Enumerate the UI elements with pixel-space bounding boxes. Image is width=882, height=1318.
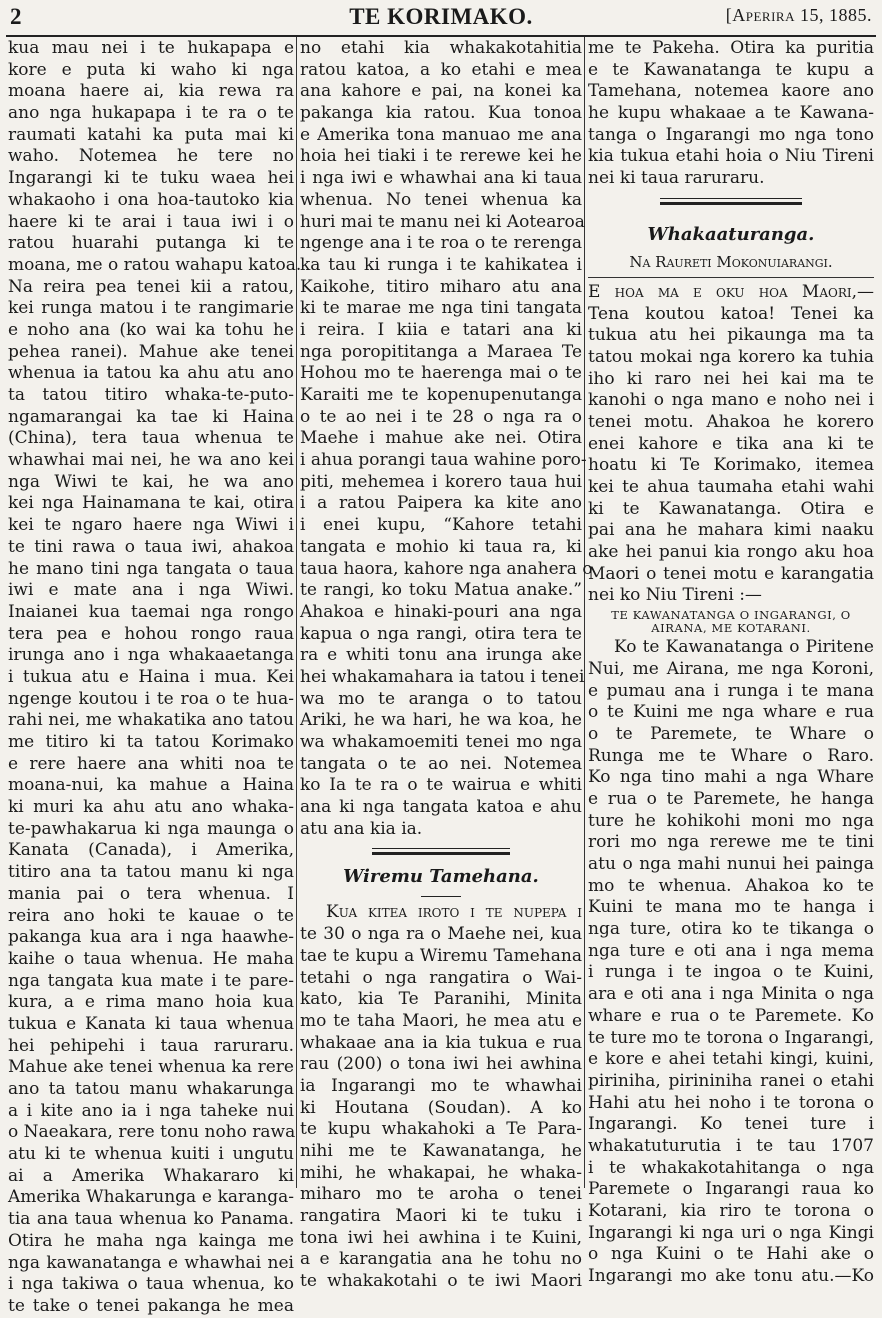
article-text	[588, 38, 874, 190]
text-line: nga poropititanga a Maraea Te	[300, 341, 582, 362]
text-line: he kupu whakaae a te Kawana-	[588, 103, 874, 124]
header-rule	[6, 35, 876, 37]
text-line: kia tukua etahi hoia o Niu Tireni	[588, 146, 874, 167]
text-line: he mano tini nga tangata o taua	[8, 558, 294, 579]
text-line: Kua kitea iroto i te nupepa i	[326, 902, 582, 923]
text-line: pehea ranei). Mahue ake tenei	[8, 341, 294, 362]
text-line: moana haere ai, kia rewa ra	[8, 81, 294, 102]
text-line: me titiro ki ta tatou Korimako	[8, 732, 294, 752]
text-line: E hoa ma e oku hoa Maori,—	[588, 281, 874, 302]
text-line: ki te marae me nga tini tangata	[300, 298, 582, 319]
article-heading: Whakaaturanga.	[647, 223, 815, 245]
text-line: tetahi o nga rangatira o Wai-	[300, 967, 582, 988]
text-line: atu o nga mahi nunui hei painga	[588, 854, 874, 874]
text-line: hoia hei tiaki i te rerewe kei he	[300, 146, 582, 167]
text-line: o Naeakara, rere tonu noho rawa	[8, 1122, 296, 1143]
text-line: te ture mo te torona o Ingarangi,	[588, 1027, 874, 1048]
text-line: Ko te Kawanatanga o Piritene	[614, 637, 874, 658]
text-line: iwi e mate ana i nga Wiwi.	[8, 580, 294, 601]
text-line: e pumau ana i runga i te mana	[588, 680, 874, 701]
text-line: Karaiti me te kopenupenutanga	[300, 385, 582, 405]
text-line: Ariki, he wa hari, he wa koa, he	[300, 710, 582, 731]
text-line: e noho ana (ko wai ka tohu he	[8, 319, 294, 340]
text-line: i runga i te ingoa o te Kuini,	[588, 962, 874, 983]
masthead-title: TE KORIMAKO.	[349, 4, 533, 29]
text-line: whakaae ana ia kia tukua e rua	[300, 1032, 582, 1053]
text-line: kei te ahua taumaha etahi wahi	[588, 477, 874, 497]
text-line: whenua. No tenei whenua ka	[300, 189, 582, 210]
article-text	[300, 902, 582, 1292]
column-divider	[296, 37, 297, 1188]
text-line: haere ki te arai i taua iwi i o	[8, 211, 294, 232]
text-line: Tena koutou katoa! Tenei ka	[588, 303, 874, 324]
text-line: o te Kuini me nga whare e rua	[588, 702, 874, 723]
text-line: i tukua atu e Haina i mua. Kei	[8, 666, 294, 687]
text-line: Mahue ake tenei whenua ka rere	[8, 1057, 294, 1078]
text-line: tangata e mohio ki taua ra, ki	[300, 536, 582, 557]
text-line: Na reira pea tenei kii a ratou,	[8, 276, 294, 297]
text-line: piriniha, pirininiha ranei o etahi	[588, 1070, 874, 1091]
text-line: Maehe i mahue ake nei. Otira	[300, 428, 582, 449]
text-line: atu ki te whenua kuiti i ungutu	[8, 1144, 294, 1165]
text-line: Kuini te mana mo te hanga i	[588, 897, 874, 918]
text-line: i te whakakotahitanga o nga	[588, 1157, 874, 1178]
subheading-line: TE KAWANATANGA O INGARANGI, O	[611, 608, 851, 623]
text-line: o te Paremete, te Whare o	[588, 723, 874, 744]
text-line: kore e puta ki waho ki nga	[8, 59, 294, 80]
text-line: nei ko Niu Tireni :—	[588, 585, 762, 606]
text-line: tenei motu. Ahakoa he korero	[588, 411, 874, 432]
text-line: e rua o te Paremete, he hanga	[588, 788, 874, 809]
text-line: whenua ia tatou ka ahu atu ano	[8, 363, 294, 384]
byline: Na Raureti Mokonuiarangi.	[629, 252, 833, 271]
text-line: nga ture, otira ko te tikanga o	[588, 919, 874, 940]
text-line: Otira he maha nga kainga me	[8, 1230, 294, 1251]
text-line: ano ta tatou manu whakarunga	[8, 1079, 294, 1099]
text-line: moana-nui, ka mahue a Haina	[8, 775, 294, 796]
article-text	[300, 38, 593, 840]
text-line: Ingarangi ki te tuku waea hei	[8, 168, 294, 189]
text-line: miharo mo te aroha o tenei	[300, 1184, 582, 1205]
text-line: pai ana he mahara kimi naaku	[588, 520, 874, 541]
text-line: no etahi kia whakakotahitia	[300, 38, 582, 58]
text-line: i enei kupu, “Kahore tetahi	[300, 515, 582, 536]
text-line: enei kahore e tika ana ki te	[588, 433, 874, 454]
column-2	[300, 38, 593, 1292]
text-line: reira ano hoki te kauae o te	[8, 905, 294, 926]
article-text	[588, 637, 874, 1288]
text-line: kapua o nga rangi, otira tera te	[300, 623, 582, 644]
text-line: kato, kia Te Paranihi, Minita	[300, 989, 582, 1010]
text-line: Tamehana, notemea kaore ano	[588, 81, 874, 102]
text-line: mania pai o tera whenua. I	[8, 883, 294, 904]
text-line: Kotarani, kia riro te torona o	[588, 1201, 874, 1221]
page-number: 2	[10, 4, 22, 29]
text-line: huri mai te manu nei ki Aotearoa	[300, 211, 585, 232]
text-line: Amerika Whakarunga e karanga-	[8, 1187, 294, 1208]
text-line: irunga ano i nga whakaaetanga	[8, 645, 294, 666]
text-line: hei pehipehi i taua raruraru.	[8, 1035, 294, 1056]
text-line: ki Houtana (Soudan). A ko	[300, 1097, 582, 1118]
text-line: hei whakamahara ia tatou i tenei	[300, 666, 585, 687]
text-line: kei runga matou i te rangimarie	[8, 298, 294, 319]
text-line: e Amerika tona manuao me ana	[300, 124, 582, 145]
text-line: i reira. I kiia e tatari ana ki	[300, 319, 582, 340]
text-line: ki te Kawanatanga. Otira e	[588, 498, 874, 519]
text-line: Hahi atu hei noho i te torona o	[588, 1092, 874, 1113]
text-line: te whakakotahi o te iwi Maori	[300, 1271, 582, 1292]
text-line: kei nga Hainamana te kai, otira	[8, 493, 294, 514]
text-line: tukua atu hei pikaunga ma ta	[588, 325, 874, 346]
text-line: pakanga kua ara i nga haawhe-	[8, 927, 294, 948]
text-line: tatou mokai nga korero ka tuhia	[588, 346, 874, 367]
text-line: ake hei panui kia rongo aku hoa	[588, 542, 874, 563]
text-line: o nga Kuini o te Hahi ake o	[588, 1244, 874, 1265]
text-line: ara e oti ana i nga Minita o nga	[588, 984, 874, 1005]
text-line: Kaikohe, titiro miharo atu ana	[300, 276, 582, 297]
article-heading: Wiremu Tamehana.	[343, 866, 539, 888]
heading-rule	[300, 892, 582, 902]
text-line: te rangi, ko toku Matua anake.”	[300, 580, 582, 601]
text-line: ngenge koutou i te roa o te hua-	[8, 688, 294, 709]
text-line: ratou huarahi putanga ki te	[8, 233, 294, 254]
text-line: i nga iwi e whawhai ana ki taua	[300, 168, 582, 189]
section-divider	[588, 190, 874, 220]
text-line: iho ki raro nei hei kai ma te	[588, 368, 874, 389]
text-line: tangata o te ao nei. Notemea	[300, 753, 582, 774]
text-line: whakaoho i ona hoa-tautoko kia	[8, 189, 294, 210]
text-line: kei te ngaro haere nga Wiwi i	[8, 515, 294, 536]
column-3	[588, 38, 874, 1287]
text-line: Maori o tenei motu e karangatia	[588, 563, 874, 584]
text-line: i ahua porangi taua wahine poro-	[300, 450, 587, 471]
text-line: ai a Amerika Whakararo ki	[8, 1165, 294, 1186]
text-line: ra e whiti tonu ana irunga ake	[300, 645, 582, 666]
text-line: me te Pakeha. Otira ka puritia	[588, 38, 874, 58]
byline-rule	[588, 274, 874, 282]
text-line: nga ture e oti ana i nga mema	[588, 940, 874, 961]
text-line: whawhai mai nei, he wa ano kei	[8, 450, 294, 471]
text-line: rahi nei, me whakatika ano tatou	[8, 710, 294, 731]
text-line: (China), tera taua whenua te	[8, 428, 294, 449]
text-line: ana ki nga tangata katoa e ahu	[300, 797, 582, 818]
text-line: kanohi o nga mano e noho nei i	[588, 390, 874, 411]
text-line: wa whakamoemiti tenei mo nga	[300, 732, 582, 752]
text-line: Ingarangi mo ake tonu atu.—Ko	[588, 1266, 874, 1287]
text-line: tanga o Ingarangi mo nga tono	[588, 124, 874, 145]
text-line: e rere haere ana whiti noa te	[8, 753, 294, 774]
text-line: tia ana taua whenua ko Panama.	[8, 1209, 294, 1230]
text-line: te take o tenei pakanga he mea	[8, 1295, 294, 1316]
text-line: tukua e Kanata ki taua whenua	[8, 1013, 294, 1034]
text-line: Paremete o Ingarangi raua ko	[588, 1179, 874, 1200]
text-line: ia Ingarangi mo te whawhai	[300, 1075, 582, 1096]
text-line: raumati katahi ka puta mai ki	[8, 124, 294, 145]
text-line: ta tatou titiro whaka-te-puto-	[8, 385, 294, 405]
column-divider	[584, 37, 585, 1188]
text-line: Kanata (Canada), i Amerika,	[8, 840, 294, 861]
section-subheading	[588, 607, 874, 637]
text-line: ki muri ka ahu atu ano whaka-	[8, 797, 294, 818]
text-line: kura, a e rima mano hoia kua	[8, 992, 294, 1013]
text-line: ture he kohikohi moni mo nga	[588, 810, 874, 831]
text-line: Ko nga tino mahi a nga Whare	[588, 767, 874, 788]
text-line: Ingarangi. Ko tenei ture i	[588, 1114, 874, 1135]
text-line: te 30 o nga ra o Maehe nei, kua	[300, 924, 582, 945]
text-line: wa mo te aranga o to tatou	[300, 688, 582, 709]
text-line: ko Ia te ra o te wairua e whiti	[300, 775, 582, 796]
text-line: kaihe o taua whenua. He maha	[8, 948, 294, 969]
text-line: ngamarangai ka tae ki Haina	[8, 406, 294, 427]
text-line: Ahakoa e hinaki-pouri ana nga	[300, 601, 582, 622]
text-line: Nui, me Airana, me nga Koroni,	[588, 658, 874, 679]
text-line: i a ratou Paipera ka kite ano	[300, 493, 582, 514]
text-line: atu ana kia ia.	[300, 818, 423, 839]
text-line: whare e rua o te Paremete. Ko	[588, 1005, 874, 1026]
text-line: nga Wiwi te kai, he wa ano	[8, 471, 294, 492]
text-line: mo te taha Maori, he mea atu e	[300, 1010, 582, 1031]
text-line: Hohou mo te haerenga mai o te	[300, 363, 582, 384]
text-line: rau (200) o tona iwi hei awhina	[300, 1054, 582, 1075]
text-line: nei ki taua raruraru.	[588, 168, 765, 189]
text-line: nihi me te Kawanatanga, he	[300, 1141, 582, 1161]
text-line: moana, me o ratou wahapu katoa.	[8, 254, 302, 275]
letter-text	[588, 282, 874, 607]
issue-date: [Aperira 15, 1885.	[725, 5, 872, 25]
text-line: ano nga hukapapa i te ra o te	[8, 103, 294, 124]
text-line: whakatuturutia i te tau 1707	[588, 1135, 874, 1156]
column-1	[8, 38, 302, 1316]
text-line: mo te whenua. Ahakoa ko te	[588, 875, 874, 896]
text-line: ana kahore e pai, na konei ka	[300, 81, 582, 102]
text-line: Ingarangi ki nga uri o nga Kingi	[588, 1222, 874, 1243]
text-line: a i kite ano ia i nga taheke nui	[8, 1100, 294, 1121]
text-line: ka tau ki runga i te kahikatea i	[300, 254, 582, 275]
text-line: tera pea e hohou rongo raua	[8, 623, 294, 644]
text-line: taua haora, kahore nga anahera o	[300, 558, 593, 579]
page-header	[10, 2, 872, 32]
text-line: mihi, he whakapai, he whaka-	[300, 1162, 582, 1183]
text-line: te tini rawa o taua iwi, ahakoa	[8, 536, 294, 557]
text-line: ngenge ana i te roa o te rerenga	[300, 233, 582, 254]
text-line: tona iwi hei awhina i te Kuini,	[300, 1227, 582, 1248]
text-line: rangatira Maori ki te tuku i	[300, 1206, 582, 1227]
text-line: te kupu whakahoki a Te Para-	[300, 1119, 582, 1140]
text-line: a e karangatia ana he tohu no	[300, 1249, 582, 1270]
text-line: hoatu ki Te Korimako, itemea	[588, 455, 874, 476]
text-line: ratou katoa, a ko etahi e mea	[300, 59, 582, 80]
text-line: pakanga kia ratou. Kua tonoa	[300, 103, 582, 124]
text-line: Inaianei kua taemai nga rongo	[8, 601, 294, 622]
text-line: o te ao nei i te 28 o nga ra o	[300, 406, 582, 427]
text-line: e kore e ahei tetahi kingi, kuini,	[588, 1049, 874, 1070]
text-line: rori mo nga rerewe me te tini	[588, 832, 874, 853]
text-line: nga kawanatanga e whawhai nei	[8, 1252, 294, 1273]
text-line: Runga me te Whare o Raro.	[588, 745, 874, 766]
text-line: te-pawhakarua ki nga maunga o	[8, 818, 294, 839]
text-line: e te Kawanatanga te kupu a	[588, 59, 874, 80]
subheading-line: AIRANA, ME KOTARANI.	[651, 621, 811, 636]
text-line: tae te kupu a Wiremu Tamehana	[300, 945, 582, 966]
section-divider	[300, 840, 582, 862]
text-line: waho. Notemea he tere no	[8, 146, 294, 167]
text-line: kua mau nei i te hukapapa e	[8, 38, 294, 58]
article-text	[8, 38, 302, 1318]
text-line: titiro ana ta tatou manu ki nga	[8, 862, 294, 883]
text-line: piti, mehemea i korero taua hui	[300, 471, 582, 492]
text-line: nga tangata kua mate i te pare-	[8, 970, 294, 991]
text-line: i nga takiwa o taua whenua, ko	[8, 1274, 294, 1295]
